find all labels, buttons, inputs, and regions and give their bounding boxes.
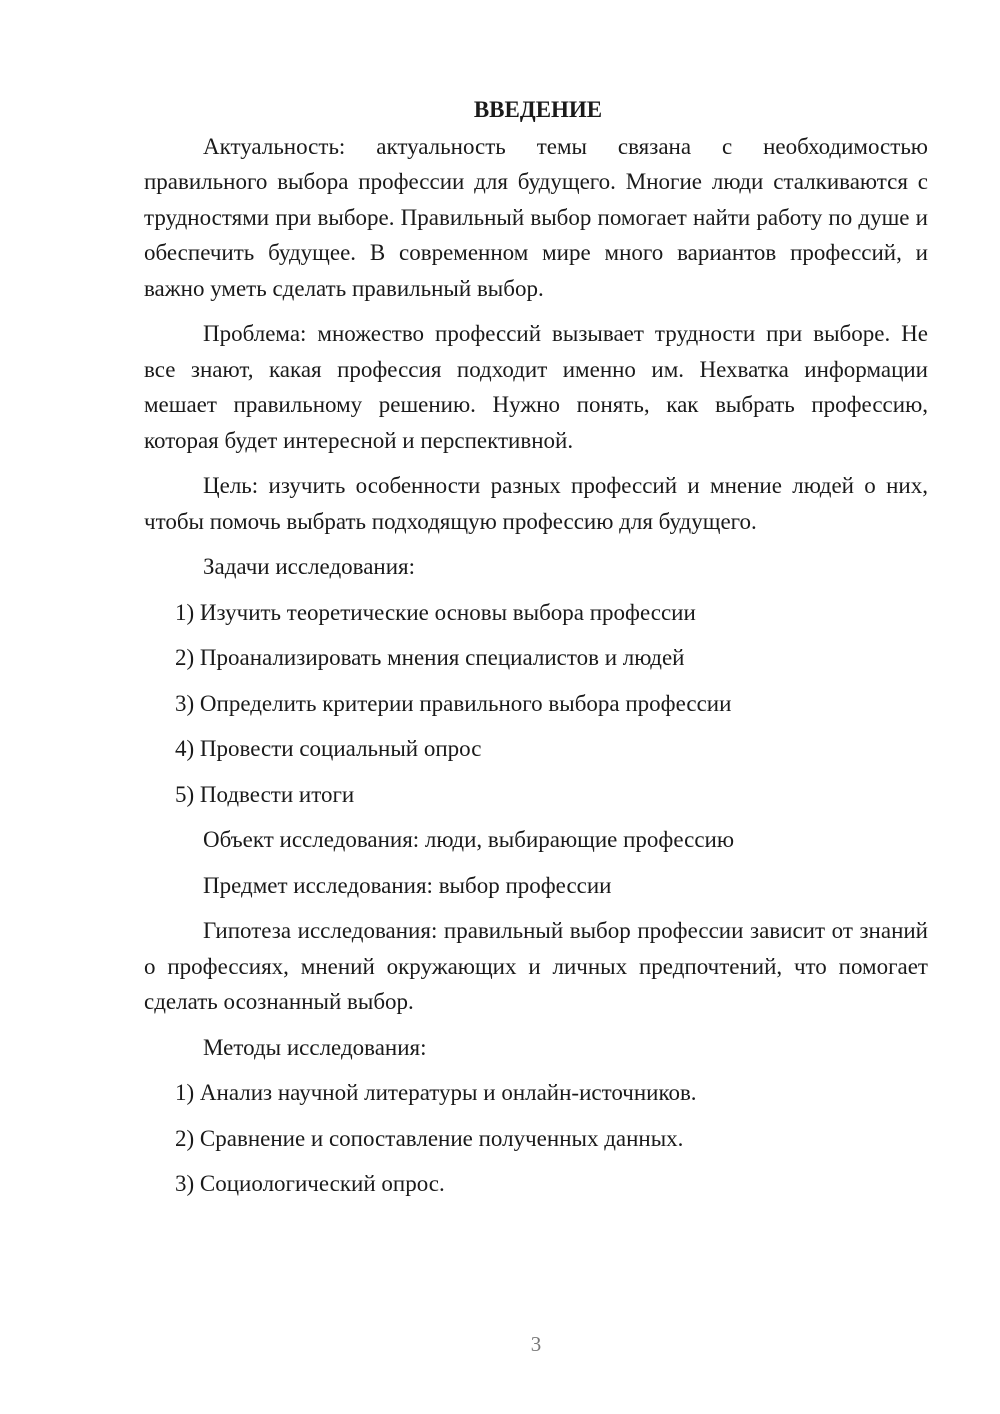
document-page	[144, 92, 928, 1212]
page-number: 3	[530, 1332, 542, 1356]
section-title: ВВЕДЕНИЕ	[473, 97, 603, 122]
task-item: 3) Определить критерии правильного выбора профессии	[175, 690, 732, 716]
tasks-list	[144, 595, 928, 813]
method-item: 1) Анализ научной литературы и онлайн-источников.	[175, 1080, 697, 1105]
methods-heading: Методы исследования:	[203, 1034, 427, 1060]
task-item: 2) Проанализировать мнения специалистов и людей	[175, 645, 685, 670]
method-item: 2) Сравнение и сопоставление полученных данных.	[175, 1125, 684, 1151]
task-item: 4) Провести социальный опрос	[175, 736, 482, 761]
task-item: 1) Изучить теоретические основы выбора профессии	[175, 599, 696, 625]
tasks-heading: Задачи исследования:	[203, 554, 416, 579]
methods-list	[144, 1075, 928, 1202]
subject-paragraph: Предмет исследования: выбор профессии	[203, 872, 612, 898]
method-item: 3) Социологический опрос.	[175, 1171, 445, 1196]
relevance-paragraph: Актуальность: актуальность темы связана с необходимостью правильного выбора профессии для будущего. Многие люди сталкиваются с трудностями при выборе. Правильный выбор помогает найти работу по душе и обеспечить будущее. В современном мире много вариантов профессий, и важно уметь сделать правильный выбор.	[144, 133, 928, 301]
problem-paragraph: Проблема: множество профессий вызывает трудности при выборе. Не все знают, какая профессия подходит именно им. Нехватка информации мешает правильному решению. Нужно понять, как выбрать профессию, которая будет интересной и перспективной.	[144, 321, 928, 453]
task-item: 5) Подвести итоги	[175, 781, 355, 807]
goal-paragraph: Цель: изучить особенности разных профессий и мнение людей о них, чтобы помочь выбрать подходящую профессию для будущего.	[144, 473, 928, 534]
object-paragraph: Объект исследования: люди, выбирающие профессию	[203, 827, 735, 852]
hypothesis-paragraph: Гипотеза исследования: правильный выбор профессии зависит от знаний о профессиях, мнений окружающих и личных предпочтений, что помогает сделать осознанный выбор.	[144, 918, 928, 1014]
